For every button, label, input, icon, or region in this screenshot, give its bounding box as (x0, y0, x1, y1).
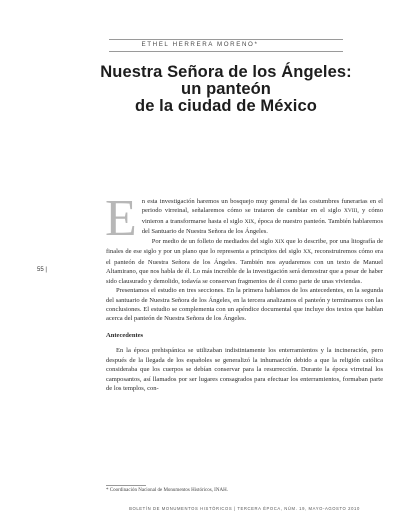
drop-cap: E (105, 190, 137, 247)
title-line-3: de la ciudad de México (135, 97, 317, 115)
article-body (105, 190, 383, 394)
title-line-2: un panteón (181, 80, 271, 98)
section-heading: Antecedentes (106, 331, 144, 339)
intro-paragraph: En esta investigación haremos un bosquejo muy general de las costumbres funerarias en el periodo virreinal, señalaremos cómo se trataron de cambiar en el siglo XVIII, y cómo vinieron a transformarse hasta el siglo XIX, época de nuestro panteón. También hablaremos del Santuario de Nuestra Señora de los Ángeles. (105, 190, 383, 247)
footnote-rule (106, 485, 146, 486)
author-rule-top (109, 39, 343, 40)
author-name: ETHEL HERRERA MORENO* (141, 41, 259, 48)
page-number: 55 | (37, 267, 47, 273)
title-line-1: Nuestra Señora de los Ángeles: (100, 63, 352, 81)
paragraph-4: En la época prehispánica se utilizaban indistintamente los enterramientos y la incineración, pero después de la llegada de los españoles se generalizó la inhumación debido a que la religión católica consideraba que los cuerpos se debían conservar para la resurrección. Durante la época virreinal los camposantos, así llamados por ser lugares consagrados para efectuar los enterramientos, formaban parte de los templos, con- (106, 347, 383, 393)
author-rule-bottom (109, 51, 343, 52)
article-title (60, 64, 392, 115)
footnote: * Coordinación Nacional de Monumentos Históricos, INAH. (106, 488, 228, 493)
paragraph-3: Presentamos el estudio en tres secciones. En la primera hablamos de los antecedentes, en la segunda del santuario de Nuestra Señora de los Ángeles, en la tercera analizamos el panteón y terminamos con las conclusiones. El estudio se complementa con un apéndice documental que incluye dos textos que hablan acerca del panteón de Nuestra Señora de los Ángeles. (106, 287, 383, 323)
paragraph-2: Por medio de un folleto de mediados del siglo XIX que lo describe, por una litografía de finales de ese siglo y por un plano que lo representa a principios del siglo XX, reconstruiremos cómo era el panteón de Nuestra Señora de los Ángeles. También nos ayudaremos con un texto de Manuel Altamirano, que nos habla de él. Lo más increíble de la investigación será demostrar que a pesar de haber sido clausurado y demolido, todavía se conservan fragmentos de él como parte de unas viviendas. (106, 237, 383, 285)
running-footer: BOLETÍN DE MONUMENTOS HISTÓRICOS | TERCERA ÉPOCA, NÚM. 19, MAYO-AGOSTO 2010 (129, 506, 360, 511)
